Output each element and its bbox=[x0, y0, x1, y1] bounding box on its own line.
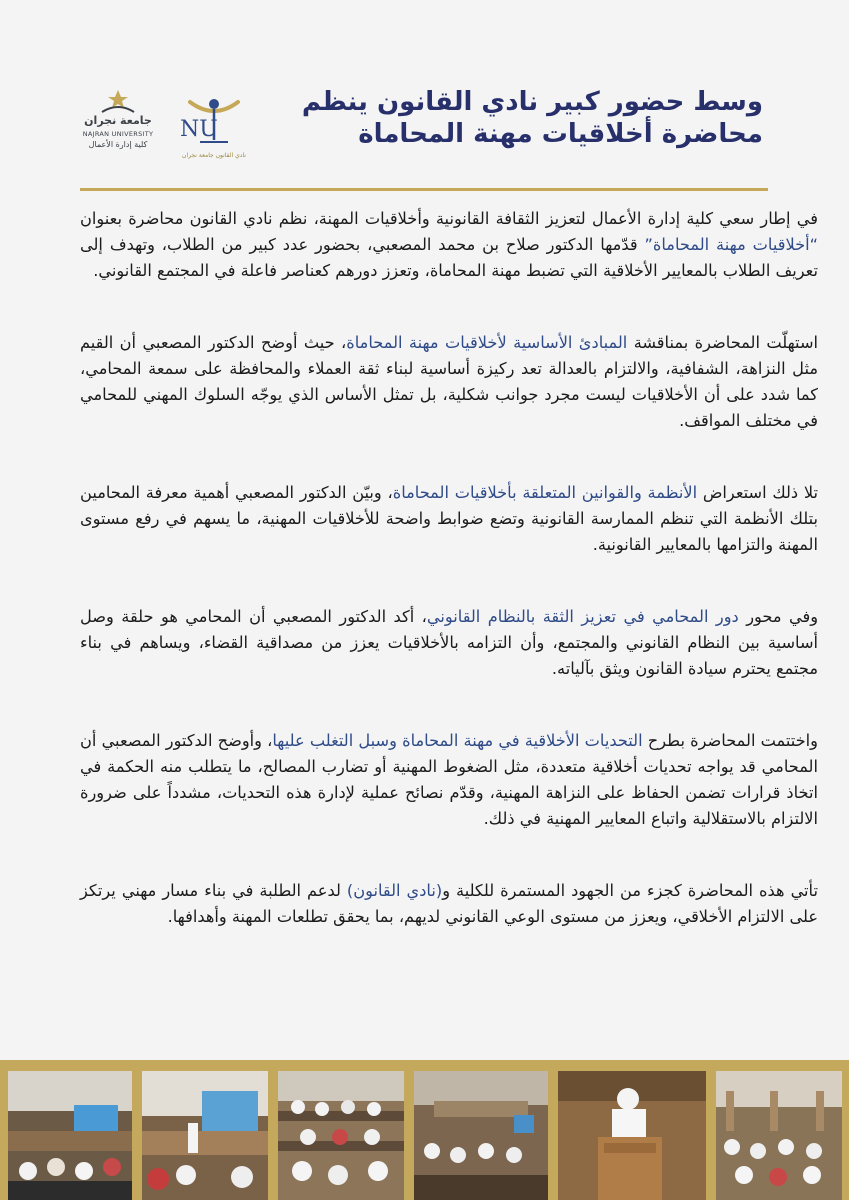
event-photo-2 bbox=[142, 1071, 268, 1200]
paragraph-3-text-a: تلا ذلك استعراض bbox=[697, 483, 819, 502]
paragraph-5-highlight: التحديات الأخلاقية في مهنة المحاماة وسبل التغلب عليها bbox=[272, 731, 643, 750]
paragraph-1 bbox=[80, 206, 818, 284]
paragraph-1-highlight: “أخلاقيات مهنة المحاماة” bbox=[644, 235, 819, 254]
scales-of-justice-icon bbox=[176, 92, 252, 152]
article-body bbox=[80, 206, 818, 976]
paragraph-6-text-b: لدعم الطلبة في بناء مسار مهني يرتكز على الالتزام الأخلاقي، ويعزز من مستوى الوعي القانوني لديهم، بما يحقق تطلعات المهنة وأهدافها. bbox=[80, 881, 818, 926]
paragraph-4-highlight: دور المحامي في تعزيز الثقة بالنظام القانوني bbox=[426, 607, 739, 626]
paragraph-4-text-b: ، أكد الدكتور المصعبي أن المحامي هو حلقة وصل أساسية بين النظام القانوني والمجتمع، وأن التزامه بالأخلاقيات يعزز من مصداقية القضاء، ويساهم في بناء مجتمع يحترم سيادة القانون ويثق بآلياته. bbox=[80, 607, 818, 678]
paragraph-5 bbox=[80, 728, 818, 832]
header bbox=[0, 78, 849, 168]
event-photo-3 bbox=[278, 1071, 404, 1200]
event-photo-1 bbox=[8, 1071, 132, 1200]
event-photo-5 bbox=[558, 1071, 706, 1200]
paragraph-5-text-a: واختتمت المحاضرة بطرح bbox=[642, 731, 818, 750]
law-club-caption: نادي القانون جامعة نجران bbox=[182, 152, 246, 159]
paragraph-6 bbox=[80, 878, 818, 930]
event-photo-4 bbox=[414, 1071, 548, 1200]
university-name-arabic: جامعة نجران bbox=[84, 114, 152, 127]
paragraph-3-highlight: الأنظمة والقوانين المتعلقة بأخلاقيات المحاماة bbox=[392, 483, 698, 502]
paragraph-3-text-b: ، وبيّن الدكتور المصعبي أهمية معرفة المحامين بتلك الأنظمة التي تنظم الممارسة القانونية وتضع ضوابط واضحة للأخلاقيات المهنية، ما يسهم في رفع مستوى المهنة والتزامها بالمعايير القانونية. bbox=[80, 483, 818, 554]
paragraph-2-highlight: المبادئ الأساسية لأخلاقيات مهنة المحاماة bbox=[346, 333, 628, 352]
paragraph-3 bbox=[80, 480, 818, 558]
headline-line-1: وسط حضور كبير نادي القانون ينظم bbox=[301, 87, 763, 117]
paragraph-1-text-a: في إطار سعي كلية إدارة الأعمال لتعزيز الثقافة القانونية وأخلاقيات المهنة، نظم نادي القانون محاضرة بعنوان bbox=[80, 209, 818, 228]
headline-line-2: محاضرة أخلاقيات مهنة المحاماة bbox=[358, 119, 763, 149]
paragraph-5-text-b: ، وأوضح الدكتور المصعبي أن المحامي قد يواجه تحديات أخلاقية متعددة، مثل الضغوط المهنية أو تضارب المصالح، ما يتطلب منه الحكمة في اتخاذ قرارات تضمن الحفاظ على النزاهة المهنية، وقدّم نصائح عملية لإدارة هذه التحديات، مشدداً على ضرورة الالتزام بالاستقلالية واتباع المعايير المهنية في ذلك. bbox=[80, 731, 818, 828]
najran-university-logo bbox=[82, 88, 154, 168]
college-name: كلية إدارة الأعمال bbox=[88, 140, 148, 149]
paragraph-4 bbox=[80, 604, 818, 682]
header-divider bbox=[80, 188, 768, 191]
university-emblem-icon bbox=[82, 88, 154, 114]
paragraph-6-highlight: (نادي القانون) bbox=[346, 881, 443, 900]
paragraph-1-text-b: قدّمها الدكتور صلاح بن محمد المصعبي، بحضور عدد كبير من الطلاب، وتهدف إلى تعريف الطلاب بالمعايير الأخلاقية التي تضبط مهنة المحاماة، وتعزز دورهم كعناصر فاعلة في المجتمع القانوني. bbox=[80, 235, 818, 280]
paragraph-2 bbox=[80, 330, 818, 434]
paragraph-2-text-a: استهلّت المحاضرة بمناقشة bbox=[627, 333, 818, 352]
paragraph-6-text-a: تأتي هذه المحاضرة كجزء من الجهود المستمرة للكلية و bbox=[442, 881, 818, 900]
event-photo-6 bbox=[716, 1071, 842, 1200]
logo-letter-n: NU bbox=[180, 117, 218, 142]
university-name-english: NAJRAN UNIVERSITY bbox=[82, 130, 154, 138]
paragraph-4-text-a: وفي محور bbox=[738, 607, 819, 626]
law-club-logo bbox=[176, 92, 252, 166]
paragraph-2-text-b: ، حيث أوضح الدكتور المصعبي أن القيم مثل النزاهة، الشفافية، والالتزام بالعدالة تعد ركيزة أساسية لبناء ثقة العملاء والمحافظة على سمعة المحامي، كما شدد على أن الأخلاقيات ليست مجرد جوانب شكلية، بل تمثل الأساس الذي يوجّه السلوك المهني للمحامي في مختلف المواقف. bbox=[80, 333, 818, 430]
